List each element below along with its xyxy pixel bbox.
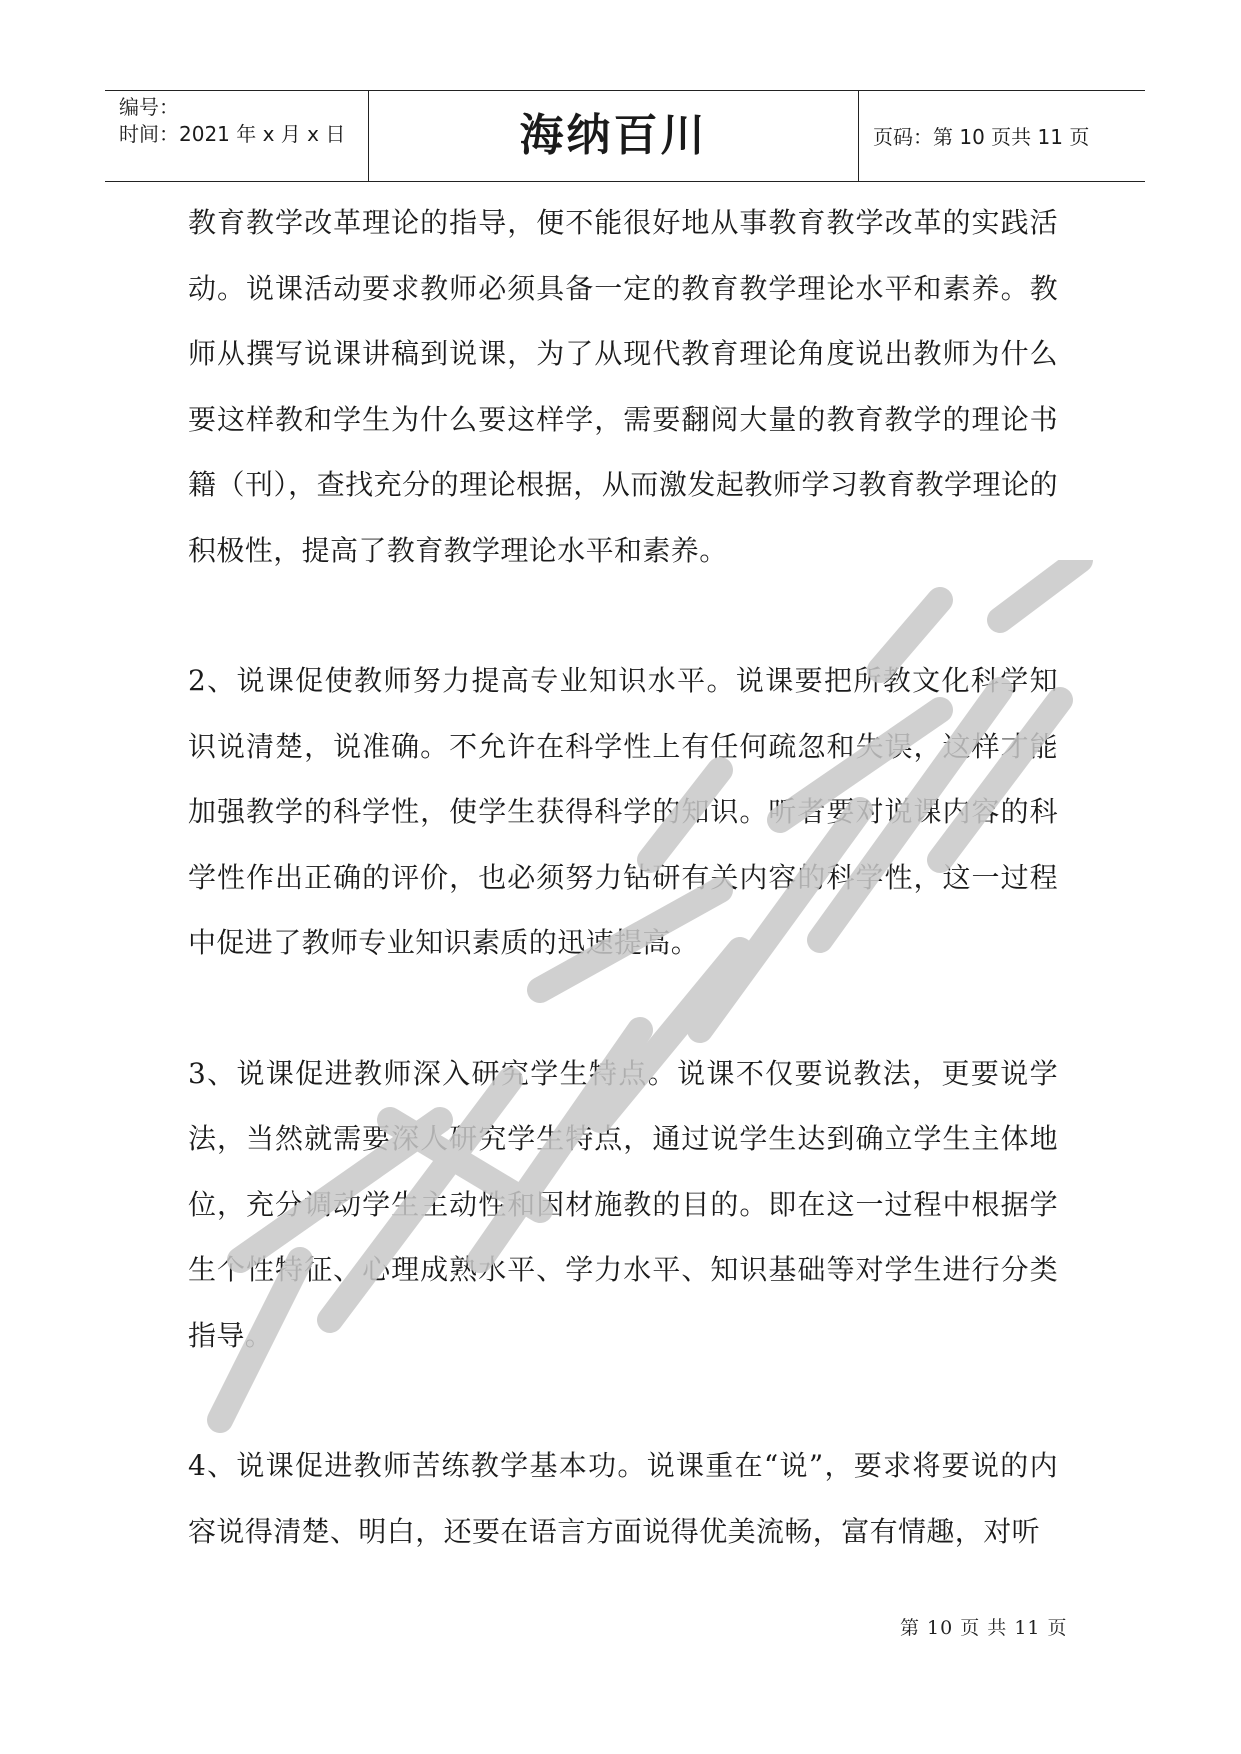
date-label: 时间：2021 年 x 月 x 日 bbox=[119, 122, 346, 146]
paragraph-basic-skills: 4、说课促进教师苦练教学基本功。说课重在“说”，要求将要说的内容说得清楚、明白，还要在语言方面说得优美流畅，富有情趣，对听 bbox=[188, 1449, 1058, 1548]
page-code-label: 页码：第 10 页共 11 页 bbox=[873, 125, 1090, 149]
paragraph-professional-knowledge: 2、说课促使教师努力提高专业知识水平。说课要把所教文化科学知识说清楚，说准确。不允许在科学性上有任何疏忽和失误，这样才能加强教学的科学性，使学生获得科学的知识。听者要对说课内容的科学性作出正确的评价，也必须努力钻研有关内容的科学性，这一过程中促进了教师专业知识素质的迅速提高。 bbox=[188, 664, 1058, 959]
header-meta-cell bbox=[105, 91, 369, 181]
brand-title: 海纳百川 bbox=[519, 110, 708, 161]
header-page-cell bbox=[859, 91, 1145, 181]
page-footer: 第 10 页 共 11 页 bbox=[900, 1617, 1068, 1639]
paragraph-theory: 教育教学改革理论的指导，便不能很好地从事教育教学改革的实践活动。说课活动要求教师必须具备一定的教育教学理论水平和素养。教师从撰写说课讲稿到说课，为了从现代教育理论角度说出教师为什么要这样教和学生为什么要这样学，需要翻阅大量的教育教学的理论书籍（刊），查找充分的理论根据，从而激发起教师学习教育教学理论的积极性，提高了教育教学理论水平和素养。 bbox=[188, 206, 1058, 567]
paragraph-student-study: 3、说课促进教师深入研究学生特点。说课不仅要说教法，更要说学法，当然就需要深人研究学生特点，通过说学生达到确立学生主体地位，充分调动学生主动性和因材施教的目的。即在这一过程中根据学生个性特征、心理成熟水平、学力水平、知识基础等对学生进行分类指导。 bbox=[188, 1056, 1058, 1352]
header-brand-cell bbox=[369, 91, 859, 181]
document-header bbox=[105, 90, 1145, 182]
serial-number-label: 编号： bbox=[119, 95, 179, 119]
document-body bbox=[188, 190, 1058, 1564]
